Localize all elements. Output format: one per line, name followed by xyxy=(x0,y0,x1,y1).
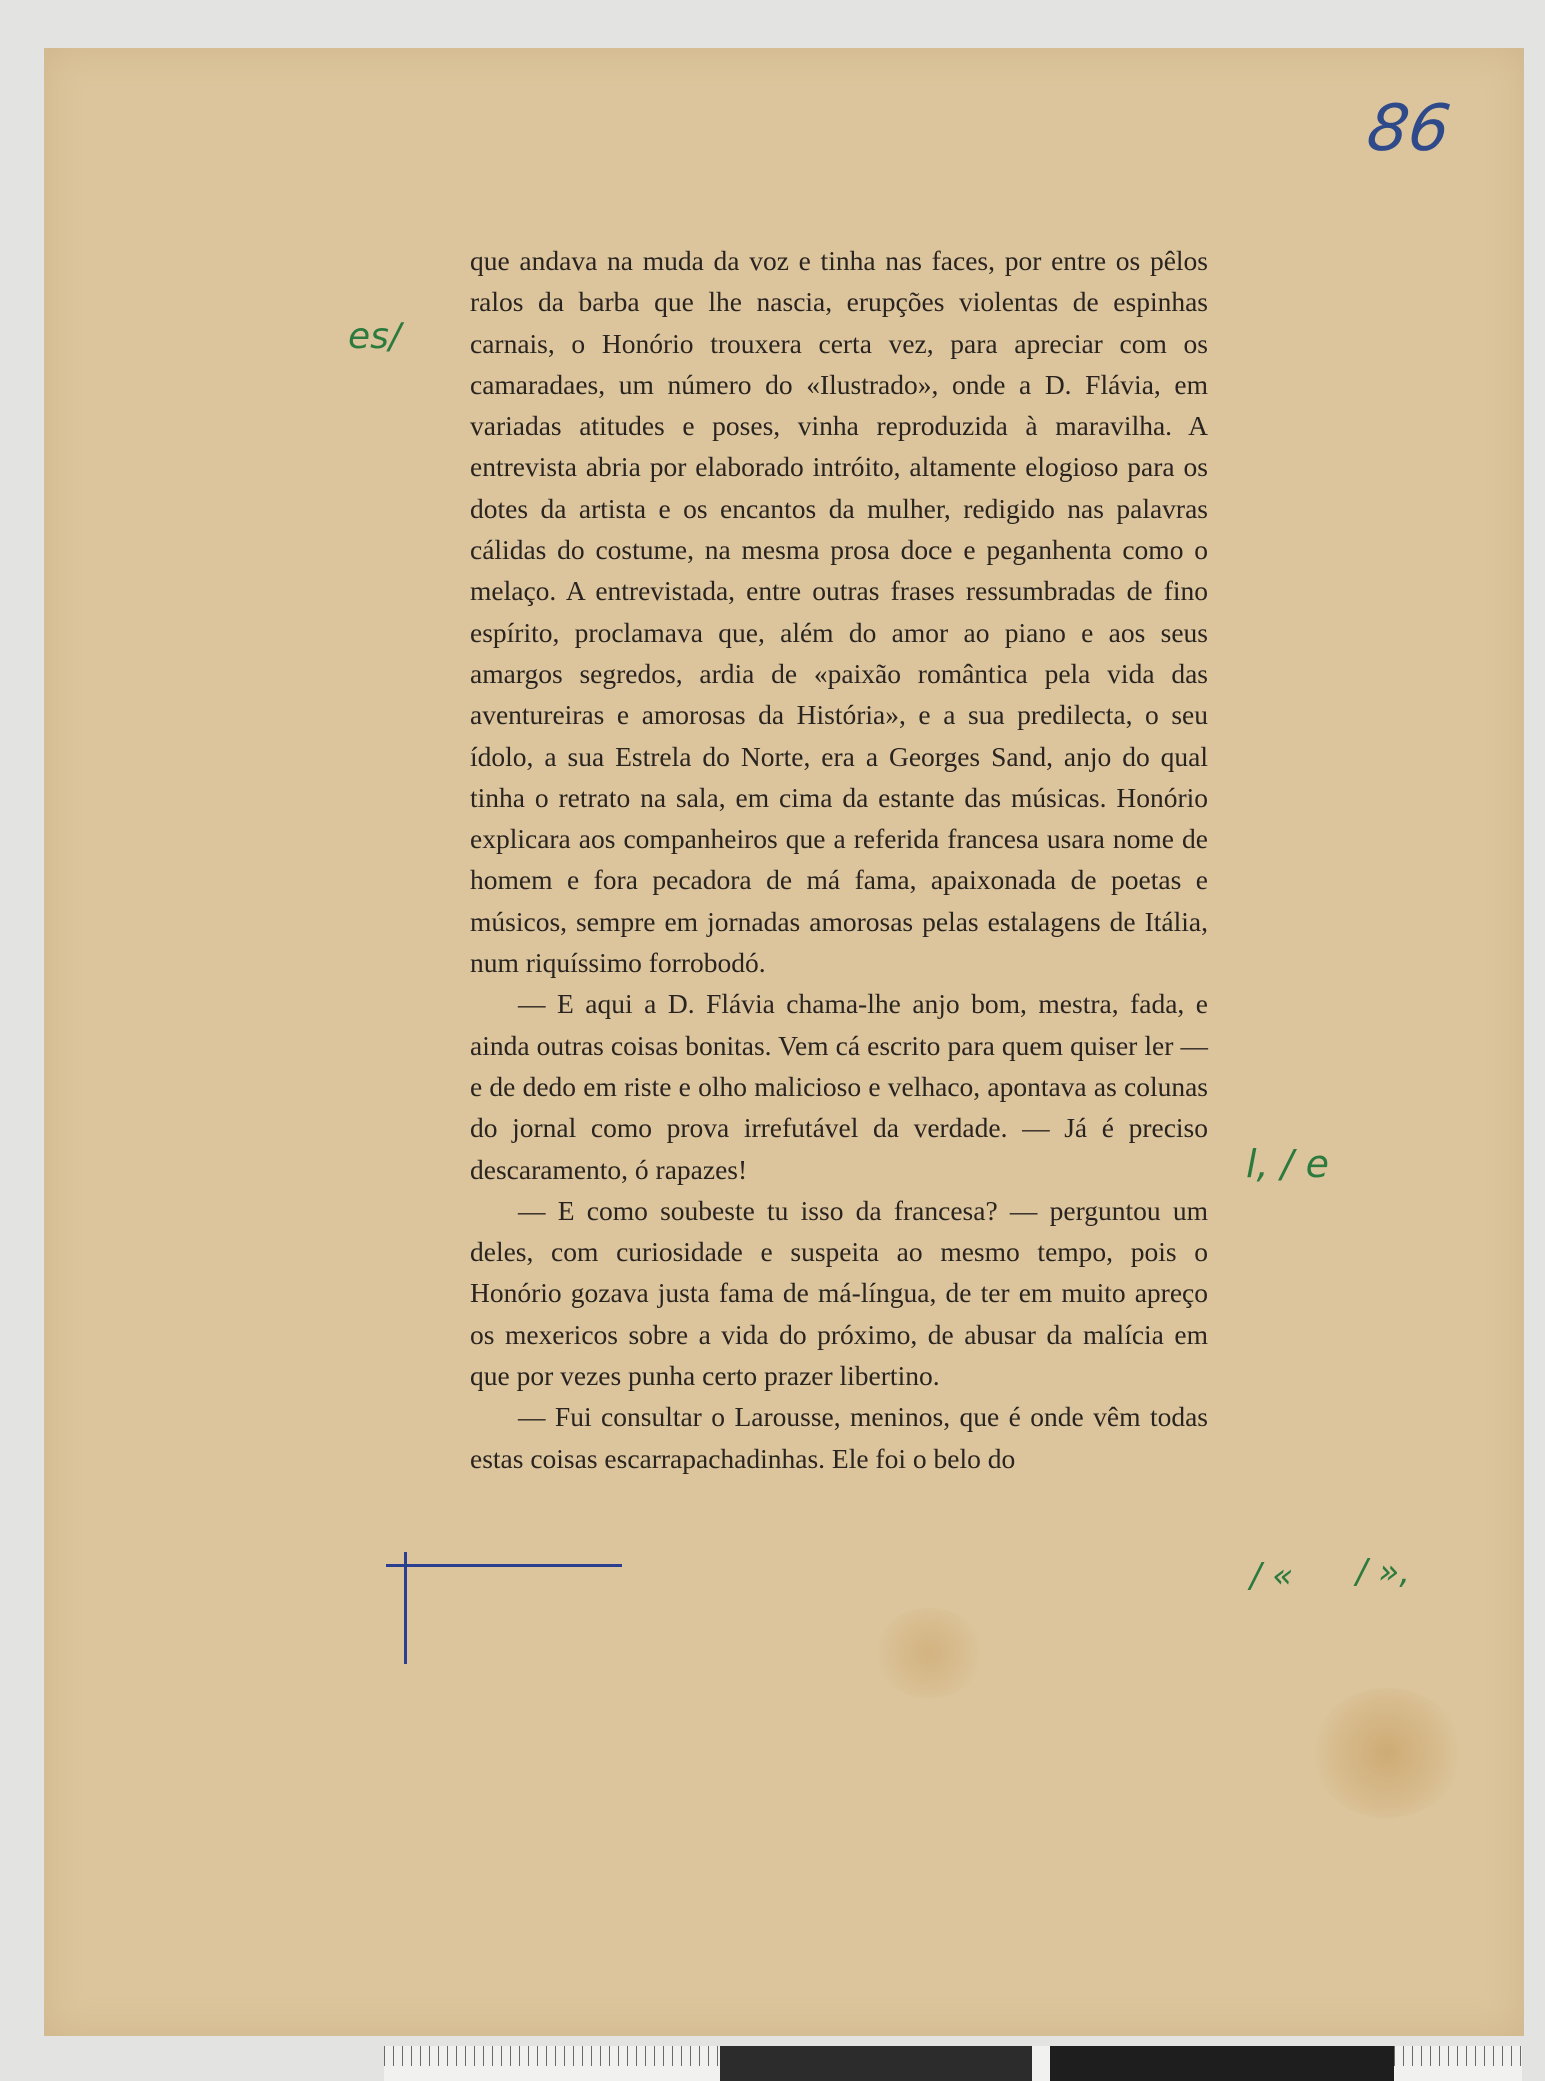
ruler-bar xyxy=(720,2046,1032,2081)
stain xyxy=(1312,1688,1462,1818)
blue-correction-line xyxy=(386,1564,622,1567)
ruler-ticks xyxy=(1394,2046,1522,2066)
paragraph: que andava na muda da voz e tinha nas faces, por entre os pêlos ralos da barba que lhe nascia, erupções violentas de espinhas carnais, o Honório trouxera certa vez, para apreciar com os camaradaes, um número do «Ilustrado», onde a D. Flávia, em variadas atitudes e poses, vinha reproduzida à maravilha. A entrevista abria por elaborado intróito, altamente elogioso para os dotes da artista e os encantos da mulher, redigido nas palavras cálidas do costume, na mesma prosa doce e peganhenta como o melaço. A entrevistada, entre outras frases ressumbradas de fino espírito, proclamava que, além do amor ao piano e aos seus amargos segredos, ardia de «paixão romântica pela vida das aventureiras e amorosas da História», e a sua predilecta, o seu ídolo, a sua Estrela do Norte, era a Georges Sand, anjo do qual tinha o retrato na sala, em cima da estante das músicas. Honório explicara aos companheiros que a referida francesa usara nome de homem e fora pecadora de má fama, apaixonada de poetas e músicos, sempre em jornadas amorosas pelas estalagens de Itália, num riquíssimo forrobodó. xyxy=(470,245,1208,979)
margin-note-right-b: / « xyxy=(1250,1556,1294,1596)
paragraph: — Fui consultar o Larousse, meninos, que é onde vêm todas estas coisas escarrapachadinhas. Ele foi o belo do xyxy=(470,1401,1208,1474)
paragraph: — E aqui a D. Flávia chama-lhe anjo bom, mestra, fada, e ainda outras coisas bonitas. Vem cá escrito para quem quiser ler — e de dedo em riste e olho malicioso e velhaco, apontava as colunas do jornal como prova irrefutável da verdade. — Já é preciso descaramento, ó rapazes! xyxy=(470,988,1208,1185)
body-text xyxy=(470,240,1208,1479)
margin-note-right-c: / », xyxy=(1356,1552,1411,1592)
ruler-bar xyxy=(1050,2046,1394,2081)
paragraph: — E como soubeste tu isso da francesa? — perguntou um deles, com curiosidade e suspeita ao mesmo tempo, pois o Honório gozava justa fama de má-língua, de ter em muito apreço os mexericos sobre a vida do próximo, de abusar da malícia em que por vezes punha certo prazer libertino. xyxy=(470,1194,1208,1392)
stain xyxy=(874,1608,984,1698)
page-number: 86 xyxy=(1362,92,1455,166)
margin-note-right-a: l, / e xyxy=(1246,1142,1329,1186)
blue-correction-bar xyxy=(404,1552,407,1664)
margin-note-left: es/ xyxy=(348,316,402,357)
ruler-ticks xyxy=(384,2046,720,2066)
scale-ruler xyxy=(384,2046,1522,2081)
